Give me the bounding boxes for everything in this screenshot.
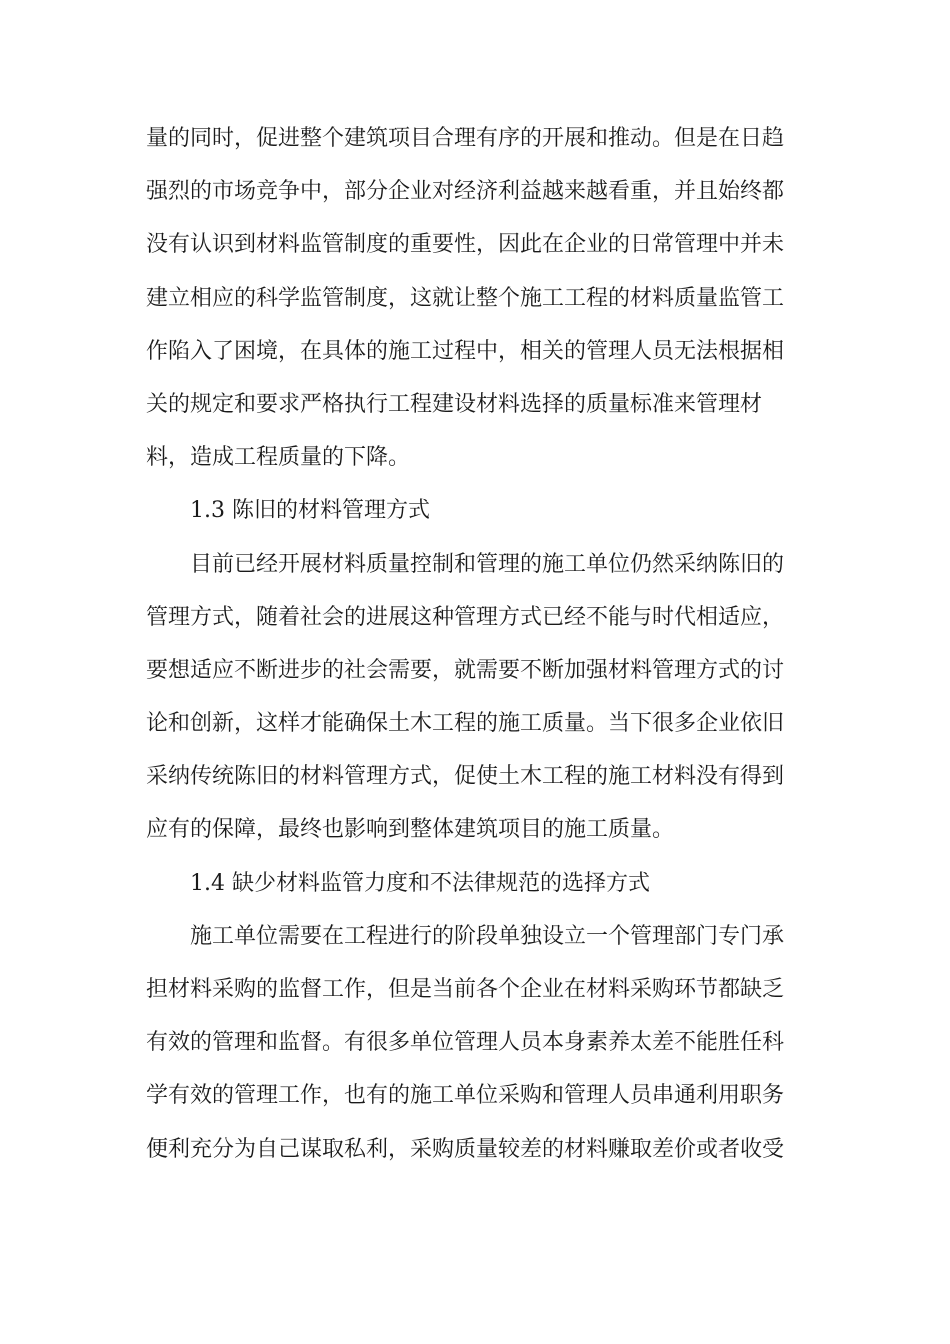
text-line: 管理方式，随着社会的进展这种管理方式已经不能与时代相适应， — [146, 604, 785, 630]
section-heading: 1.4 缺少材料监管力度和不法律规范的选择方式 — [190, 870, 650, 896]
section-heading: 1.3 陈旧的材料管理方式 — [190, 498, 430, 524]
body-text — [146, 112, 806, 1176]
text-line: 建立相应的科学监管制度，这就让整个施工工程的材料质量监管工 — [146, 285, 785, 311]
text-line: 采纳传统陈旧的材料管理方式，促使土木工程的施工材料没有得到 — [146, 764, 785, 790]
text-line: 关的规定和要求严格执行工程建设材料选择的质量标准来管理材 — [146, 391, 763, 417]
text-line: 有效的管理和监督。有很多单位管理人员本身素养太差不能胜任科 — [146, 1030, 785, 1056]
text-line: 便利充分为自己谋取私利，采购质量较差的材料赚取差价或者收受 — [146, 1136, 785, 1162]
text-line: 要想适应不断进步的社会需要，就需要不断加强材料管理方式的讨 — [146, 657, 785, 683]
text-line: 施工单位需要在工程进行的阶段单独设立一个管理部门专门承 — [190, 923, 785, 949]
text-line: 强烈的市场竞争中，部分企业对经济利益越来越看重，并且始终都 — [146, 179, 785, 205]
text-line: 论和创新，这样才能确保土木工程的施工质量。当下很多企业依旧 — [146, 711, 785, 737]
text-line: 目前已经开展材料质量控制和管理的施工单位仍然采纳陈旧的 — [190, 551, 785, 577]
text-line: 应有的保障，最终也影响到整体建筑项目的施工质量。 — [146, 817, 675, 843]
text-line: 料，造成工程质量的下降。 — [146, 445, 411, 471]
text-line: 量的同时，促进整个建筑项目合理有序的开展和推动。但是在日趋 — [146, 126, 785, 151]
text-line: 没有认识到材料监管制度的重要性，因此在企业的日常管理中并未 — [146, 232, 785, 258]
text-line: 担材料采购的监督工作，但是当前各个企业在材料采购环节都缺乏 — [146, 977, 785, 1002]
text-line: 学有效的管理工作，也有的施工单位采购和管理人员串通利用职务 — [146, 1083, 785, 1109]
text-line: 作陷入了困境，在具体的施工过程中，相关的管理人员无法根据相 — [146, 338, 785, 364]
